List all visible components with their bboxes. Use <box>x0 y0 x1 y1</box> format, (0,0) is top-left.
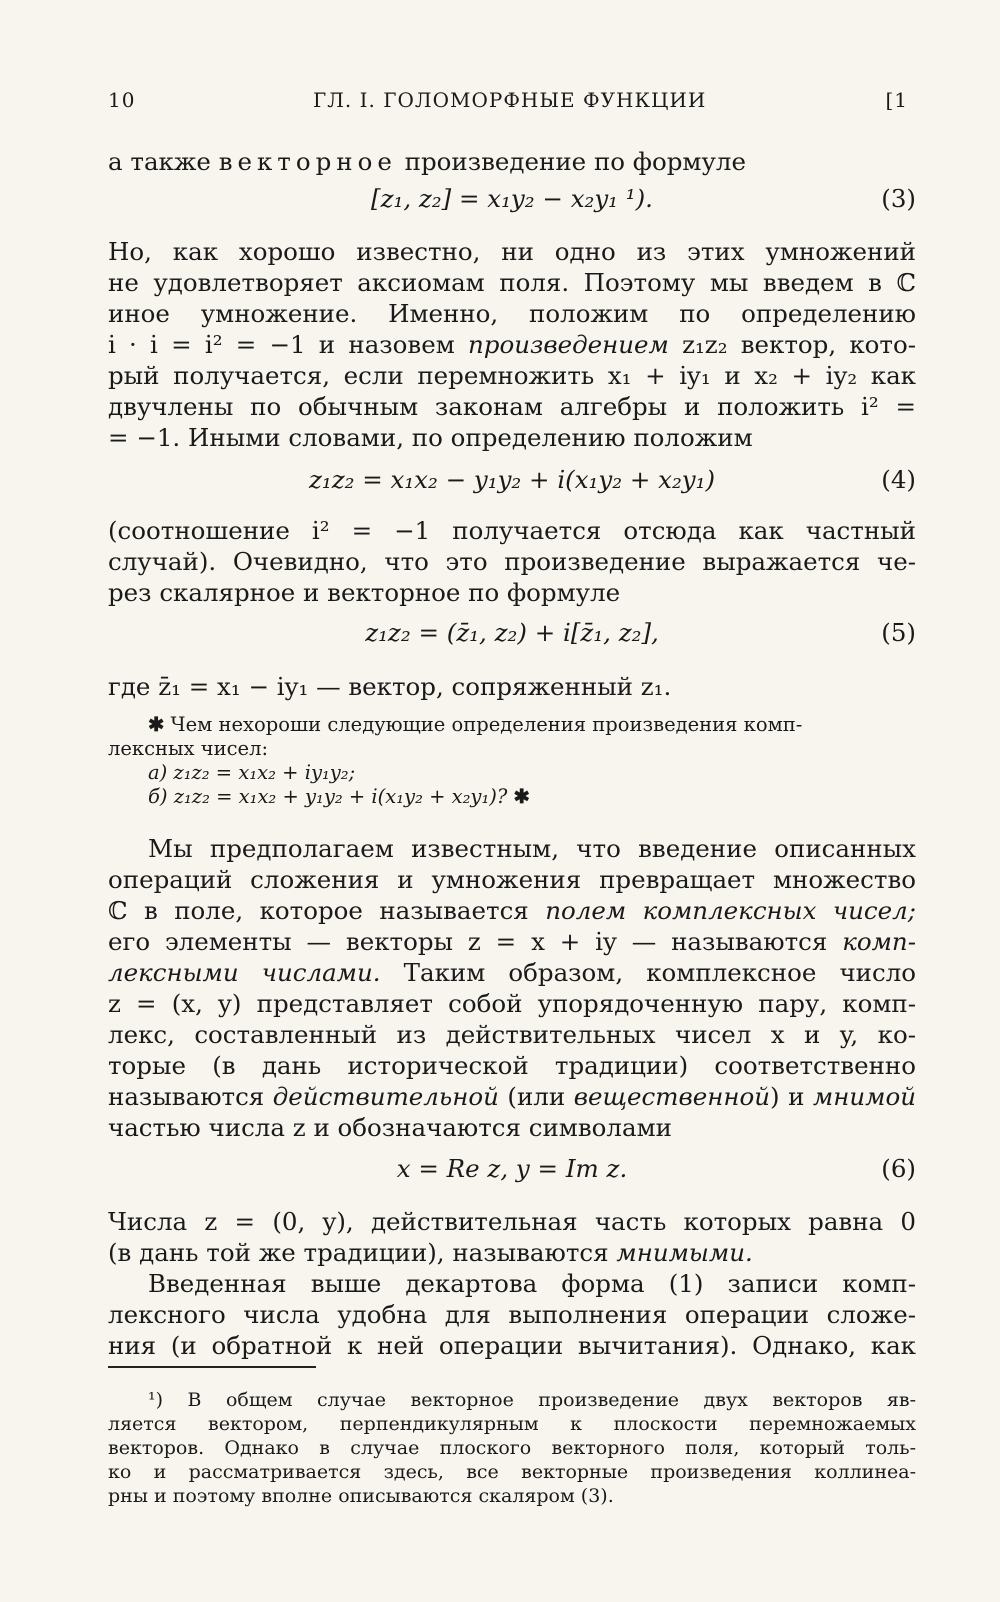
text-line: рез скалярное и векторное по формуле <box>108 578 621 607</box>
exercise-star-icon: ✱ <box>148 713 165 736</box>
equation-formula: z₁z₂ = x₁x₂ − y₁y₂ + i(x₁y₂ + x₂y₁) <box>308 465 716 494</box>
exercise-option-a: а) z₁z₂ = x₁x₂ + iy₁y₂; <box>148 761 356 784</box>
equation-number: (5) <box>881 618 916 647</box>
footnote-divider <box>108 1366 316 1368</box>
text-line: рый получается, если перемножить x₁ + iy₁ и x₂ + iy₂ как <box>108 361 916 390</box>
footnote-line: векторов. Однако в случае плоского векторного поля, который толь- <box>108 1437 916 1459</box>
exercise-line: лексных чисел: <box>108 737 269 760</box>
text-line: где z̄₁ = x₁ − iy₁ — вектор, сопряженный z₁. <box>108 672 672 701</box>
equation-formula: x = Re z, y = Im z. <box>396 1154 628 1183</box>
running-header <box>108 88 908 122</box>
text-line: лексного числа удобна для выполнения операции сложе- <box>108 1300 916 1329</box>
equation-6 <box>108 1154 916 1190</box>
text-line: а также векторное произведение по формуле <box>108 147 746 176</box>
exercise-line: ✱ Чем нехороши следующие определения произведения комп- <box>148 713 803 736</box>
equation-formula: [z₁, z₂] = x₁y₂ − x₂y₁ ¹). <box>371 184 653 213</box>
text-line: лекс, составленный из действительных чисел x и y, ко- <box>108 1020 916 1049</box>
text-line: (соотношение i² = −1 получается отсюда как частный <box>108 516 916 545</box>
text-line: торые (в дань исторической традиции) соответственно <box>108 1051 916 1080</box>
page-number-right: [1 <box>885 88 908 112</box>
equation-number: (6) <box>881 1154 916 1183</box>
text-line: случай). Очевидно, что это произведение выражается че- <box>108 547 916 576</box>
text-line: Введенная выше декартова форма (1) записи комп- <box>148 1269 916 1298</box>
equation-5 <box>108 618 916 654</box>
text-line: ℂ в поле, которое называется полем комплексных чисел; <box>108 896 916 925</box>
text-line: двучлены по обычным законам алгебры и положить i² = <box>108 392 916 421</box>
text-line: иное умножение. Именно, положим по определению <box>108 299 916 328</box>
footnote-line: рны и поэтому вполне описываются скаляром (3). <box>108 1485 614 1507</box>
page-number: 10 <box>108 88 136 112</box>
exercise-option-b: б) z₁z₂ = x₁x₂ + y₁y₂ + i(x₁y₂ + x₂y₁)? ✱ <box>148 785 530 808</box>
text-line: z = (x, y) представляет собой упорядоченную пару, комп- <box>108 989 916 1018</box>
equation-formula: z₁z₂ = (z̄₁, z₂) + i[z̄₁, z₂], <box>365 618 659 647</box>
text-line: (в дань той же традиции), называются мнимыми. <box>108 1238 753 1267</box>
text-line: i · i = i² = −1 и назовем произведением z₁z₂ вектор, кото- <box>108 330 916 359</box>
text-line: его элементы — векторы z = x + iy — называются комп- <box>108 927 916 956</box>
exercise-end-star-icon: ✱ <box>513 785 530 808</box>
text-line: лексными числами. Таким образом, комплексное число <box>108 958 917 987</box>
equation-4 <box>108 465 916 501</box>
footnote-line: ко и рассматривается здесь, все векторные произведения коллинеа- <box>108 1461 916 1483</box>
equation-number: (4) <box>881 465 916 494</box>
text-line: операций сложения и умножения превращает множество <box>108 865 916 894</box>
text-line: Числа z = (0, y), действительная часть которых равна 0 <box>108 1207 916 1236</box>
footnote-line: ляется вектором, перпендикулярным к плоскости перемножаемых <box>108 1413 916 1435</box>
chapter-title: ГЛ. I. ГОЛОМОРФНЫЕ ФУНКЦИИ <box>313 88 707 112</box>
text-line: не удовлетворяет аксиомам поля. Поэтому мы введем в ℂ <box>108 268 916 297</box>
text-line: = −1. Иными словами, по определению положим <box>108 423 753 452</box>
text-line: частью числа z и обозначаются символами <box>108 1113 672 1142</box>
footnote-line: ¹) В общем случае векторное произведение двух векторов яв- <box>148 1389 916 1411</box>
equation-3 <box>108 184 916 220</box>
equation-number: (3) <box>881 184 916 213</box>
text-line: называются действительной (или вещественной) и мнимой <box>108 1082 916 1111</box>
text-line: Но, как хорошо известно, ни одно из этих умножений <box>108 237 916 266</box>
text-line: Мы предполагаем известным, что введение описанных <box>148 834 916 863</box>
text-line: ния (и обратной к ней операции вычитания). Однако, как <box>108 1331 916 1360</box>
